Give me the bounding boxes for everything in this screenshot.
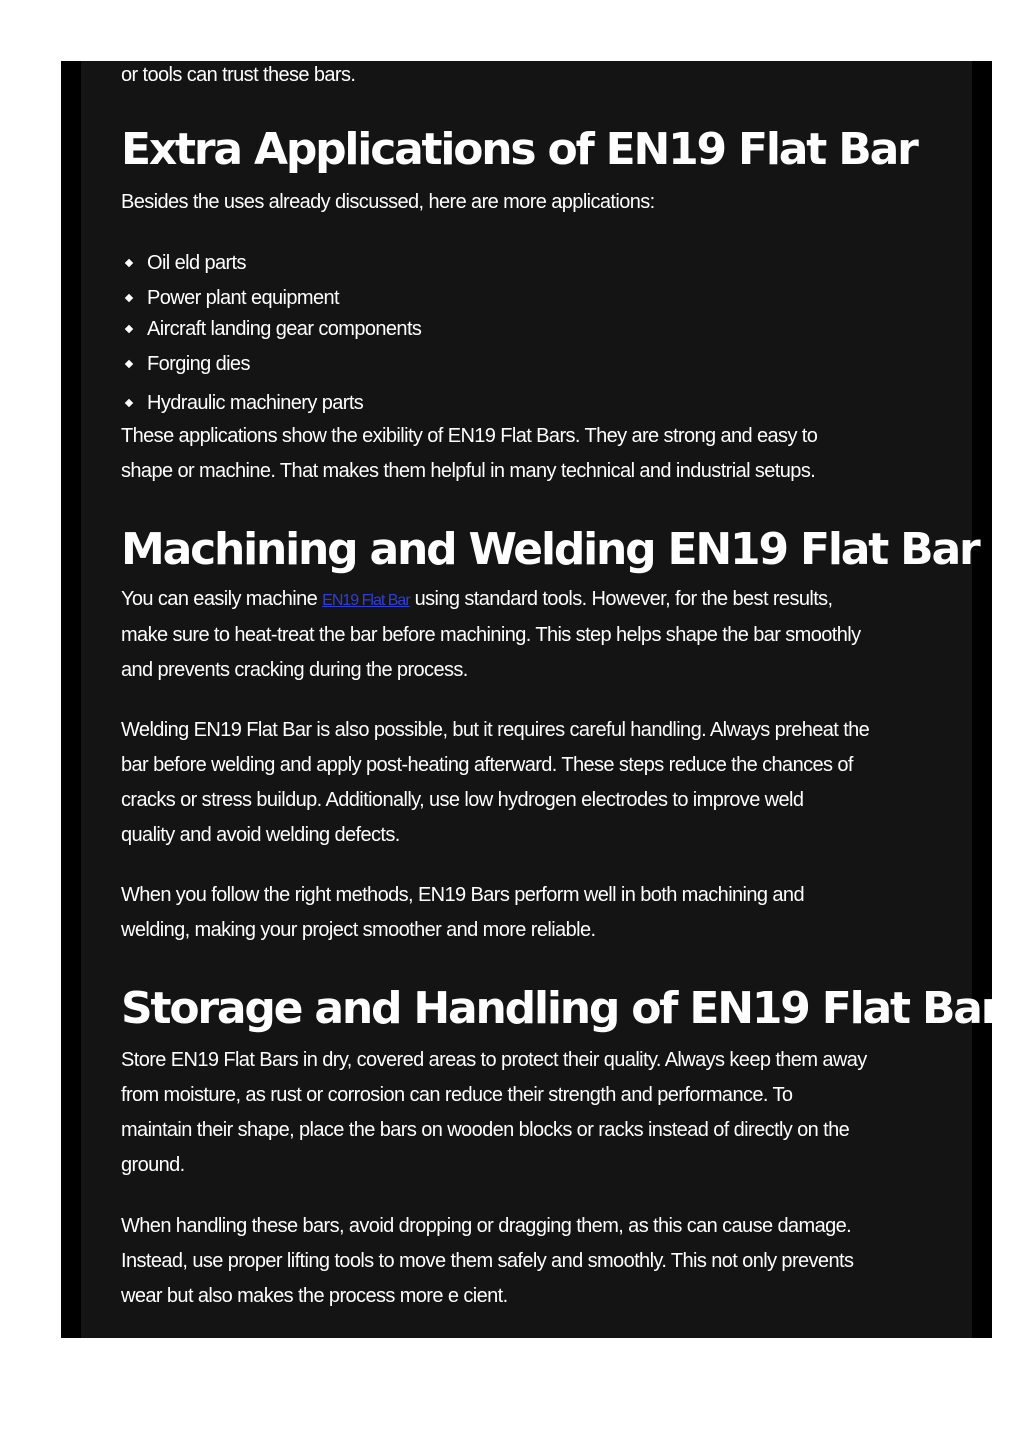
bullet-icon bbox=[125, 360, 133, 368]
list-item: Hydraulic machinery parts bbox=[121, 388, 363, 418]
bullet-icon bbox=[125, 325, 133, 333]
section2-paragraph-1 bbox=[121, 582, 940, 688]
paragraph-line: Instead, use proper lifting tools to move them safely and smoothly. This not only prevents bbox=[121, 1250, 854, 1272]
bullet-icon bbox=[125, 259, 133, 267]
paragraph-line: cracks or stress buildup. Additionally, use low hydrogen electrodes to improve weld bbox=[121, 789, 804, 811]
paragraph-line: You can easily machine EN19 Flat Bar using standard tools. However, for the best results, bbox=[121, 588, 833, 610]
en19-flat-bar-link[interactable]: EN19 Flat Bar bbox=[322, 592, 410, 609]
paragraph-line: from moisture, as rust or corrosion can reduce their strength and performance. To bbox=[121, 1084, 793, 1106]
section3-paragraph-1 bbox=[121, 1043, 940, 1183]
document-page bbox=[61, 61, 1001, 1338]
paragraph-line: Store EN19 Flat Bars in dry, covered areas to protect their quality. Always keep them away bbox=[121, 1049, 867, 1071]
paragraph-line: quality and avoid welding defects. bbox=[121, 824, 400, 846]
list-item: Oil eld parts bbox=[121, 248, 246, 278]
paragraph-line: make sure to heat-treat the bar before machining. This step helps shape the bar smoothly bbox=[121, 624, 861, 646]
section1-intro: Besides the uses already discussed, here are more applications: bbox=[121, 191, 655, 213]
paragraph-line: ground. bbox=[121, 1154, 185, 1176]
paragraph-line: welding, making your project smoother and more reliable. bbox=[121, 919, 596, 941]
section-heading-extra-applications: Extra Applications of EN19 Flat Bar bbox=[121, 124, 917, 175]
summary-line: These applications show the exibility of EN19 Flat Bars. They are strong and easy to bbox=[121, 425, 818, 447]
paragraph-line: When handling these bars, avoid dropping or dragging them, as this can cause damage. bbox=[121, 1215, 852, 1237]
article-content bbox=[81, 61, 1001, 1338]
paragraph-line: wear but also makes the process more e cient. bbox=[121, 1285, 508, 1307]
paragraph-line: Welding EN19 Flat Bar is also possible, but it requires careful handling. Always preheat the bbox=[121, 719, 870, 741]
section1-summary bbox=[121, 419, 940, 489]
paragraph-line: maintain their shape, place the bars on wooden blocks or racks instead of directly on the bbox=[121, 1119, 850, 1141]
list-item: Forging dies bbox=[121, 349, 250, 379]
bullet-icon bbox=[125, 399, 133, 407]
summary-line: shape or machine. That makes them helpful in many technical and industrial setups. bbox=[121, 460, 816, 482]
section-heading-machining-welding: Machining and Welding EN19 Flat Bar bbox=[121, 524, 979, 575]
section3-paragraph-2 bbox=[121, 1209, 940, 1314]
section-heading-storage-handling: Storage and Handling of EN19 Flat Bar bbox=[121, 983, 1001, 1034]
paragraph-line: bar before welding and apply post-heating afterward. These steps reduce the chances of bbox=[121, 754, 853, 776]
section2-paragraph-3 bbox=[121, 878, 940, 948]
paragraph-line: and prevents cracking during the process. bbox=[121, 659, 468, 681]
intro-tail-text: or tools can trust these bars. bbox=[121, 64, 356, 86]
list-item: Aircraft landing gear components bbox=[121, 314, 421, 344]
bullet-icon bbox=[125, 294, 133, 302]
section2-paragraph-2 bbox=[121, 713, 940, 853]
list-item: Power plant equipment bbox=[121, 283, 339, 313]
paragraph-line: When you follow the right methods, EN19 Bars perform well in both machining and bbox=[121, 884, 804, 906]
